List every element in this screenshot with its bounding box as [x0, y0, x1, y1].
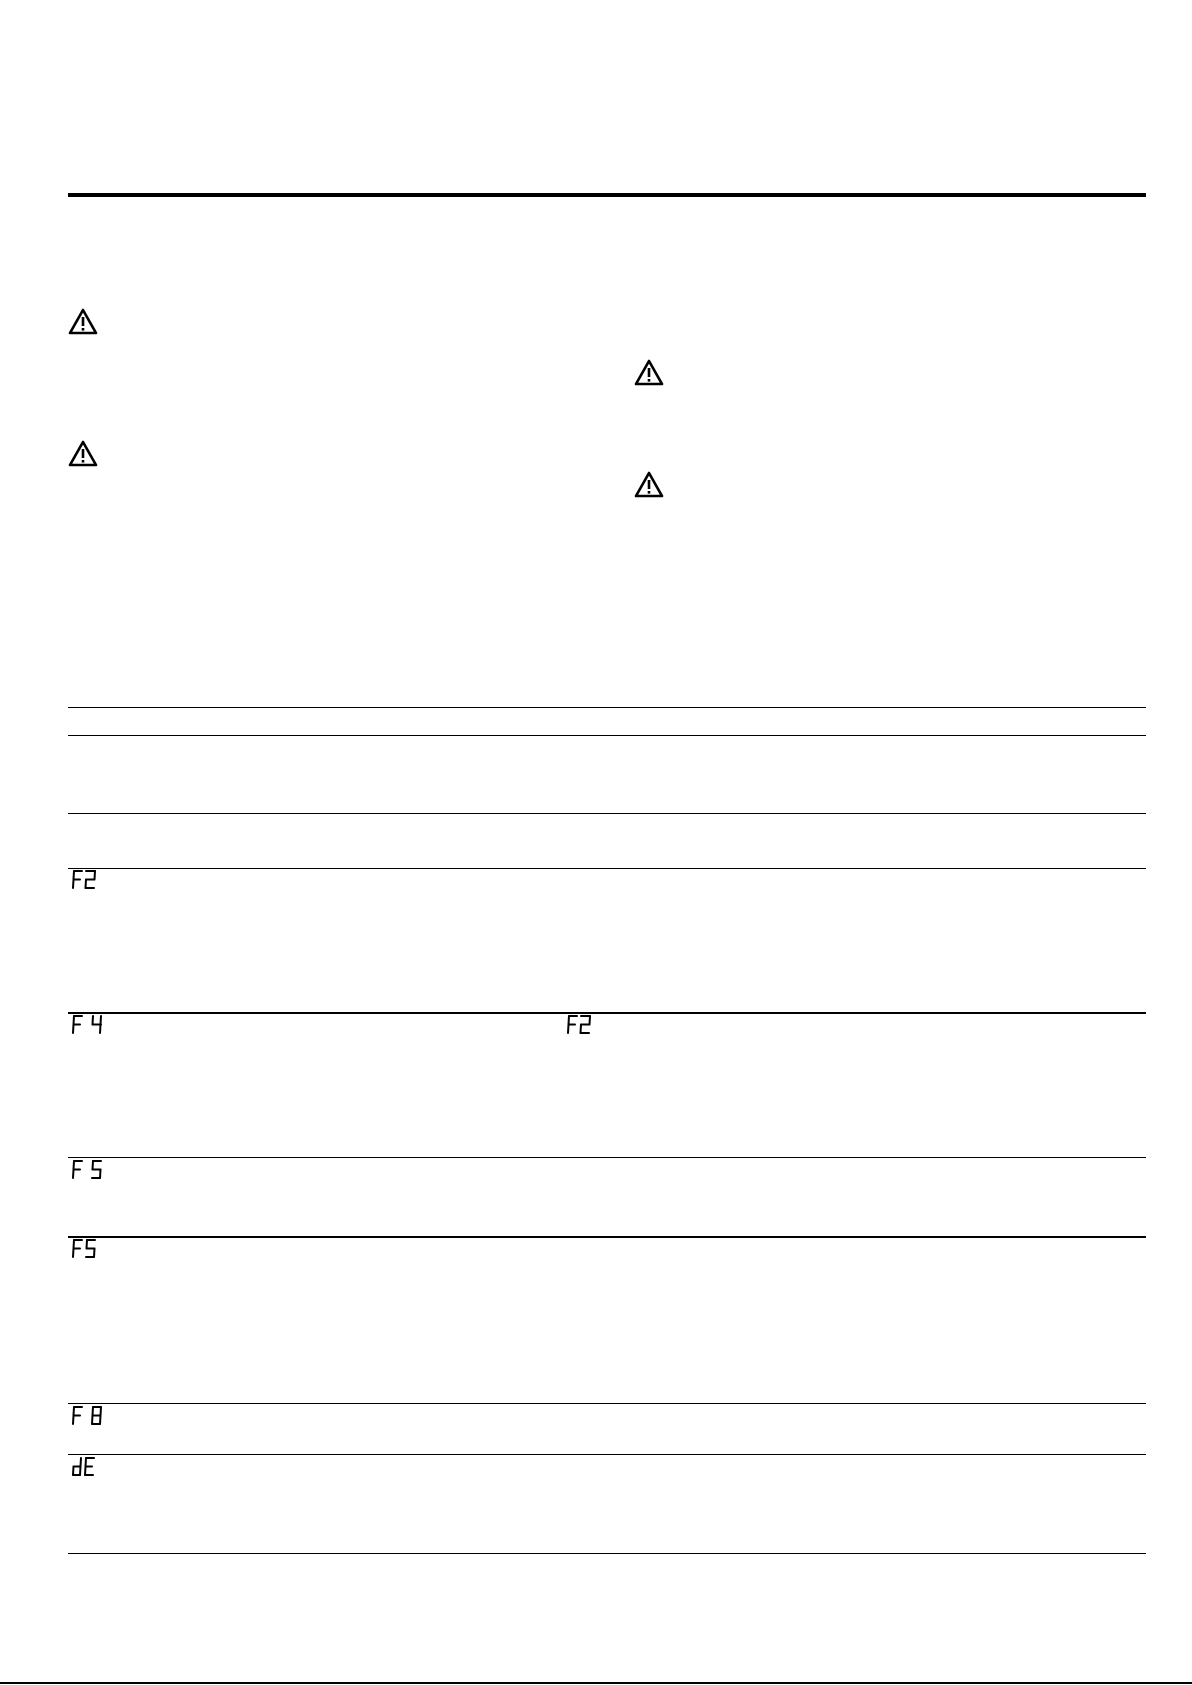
error-code-text [70, 1015, 71, 1016]
table-rule [68, 868, 1146, 869]
error-code-f4 [70, 1015, 104, 1035]
error-code-de [70, 1457, 98, 1477]
table-rule [68, 1157, 1146, 1158]
error-code-text [70, 1457, 71, 1458]
table-rule [68, 735, 1146, 736]
error-code-f5 [70, 1239, 98, 1259]
error-code-text [565, 1015, 566, 1016]
error-code-text [70, 870, 71, 871]
error-code-text [70, 1239, 71, 1240]
table-rule [68, 1403, 1146, 1404]
error-code-text [70, 1406, 71, 1407]
table-rule [68, 813, 1146, 814]
table-rule [68, 1553, 1146, 1554]
error-code-f2 [70, 870, 98, 890]
error-code-f2 [565, 1015, 593, 1035]
table-rule [68, 1454, 1146, 1455]
table-rule [68, 1012, 1146, 1014]
warning-triangle-icon [634, 471, 664, 498]
table-rule [68, 1236, 1146, 1238]
error-code-text [70, 1160, 71, 1161]
error-code-f8 [70, 1406, 104, 1426]
warning-triangle-icon [634, 359, 664, 386]
page-bottom-rule [0, 1682, 1192, 1684]
section-divider [68, 193, 1146, 197]
table-rule [68, 707, 1146, 708]
warning-triangle-icon [68, 440, 98, 467]
error-code-f5 [70, 1160, 104, 1180]
warning-triangle-icon [68, 308, 98, 335]
